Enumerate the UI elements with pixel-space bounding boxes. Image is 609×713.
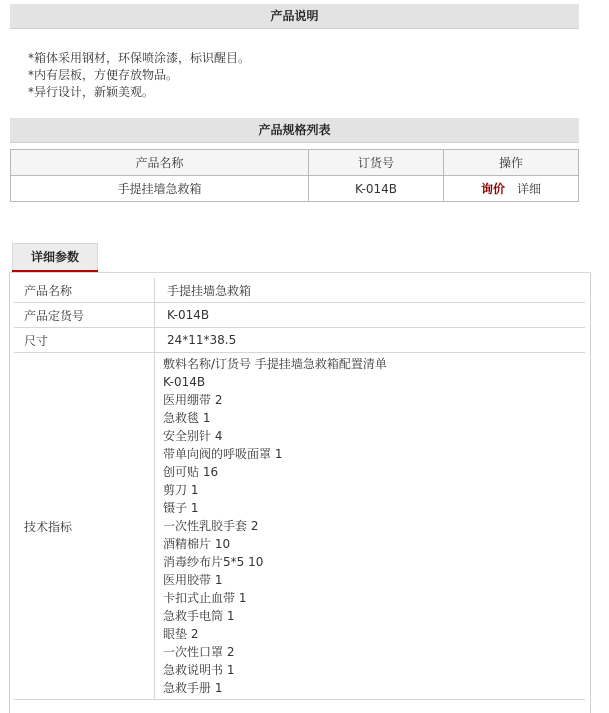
spec-table <box>10 149 579 202</box>
column-header-action: 操作 <box>444 150 579 176</box>
action-cell <box>444 176 579 202</box>
param-value: 手提挂墙急救箱 <box>155 278 586 303</box>
list-item: 镊子 1 <box>163 501 199 515</box>
param-value: 24*11*38.5 <box>155 328 586 353</box>
description-line: *内有层板，方便存放物品。 <box>28 68 179 82</box>
list-item: 急救手册 1 <box>163 681 223 695</box>
column-header-name: 产品名称 <box>11 150 309 176</box>
description-line: *箱体采用钢材，环保喷涂漆，标识醒目。 <box>28 51 251 65</box>
list-item: 急救手电筒 1 <box>163 609 235 623</box>
spec-list-header: 产品规格列表 <box>10 118 579 143</box>
table-row <box>11 176 579 202</box>
list-item: 眼垫 2 <box>163 627 199 641</box>
list-item: 医用绷带 2 <box>163 393 223 407</box>
param-label: 技术指标 <box>14 353 155 700</box>
list-item: 一次性口罩 2 <box>163 645 235 659</box>
list-item: 一次性乳胶手套 2 <box>163 519 259 533</box>
param-label: 尺寸 <box>14 328 155 353</box>
tab-detail-params[interactable]: 详细参数 <box>12 243 98 271</box>
list-item: K-014B <box>163 375 206 389</box>
param-row-order-no <box>14 303 585 328</box>
param-label: 产品定货号 <box>14 303 155 328</box>
product-name-cell: 手提挂墙急救箱 <box>11 176 309 202</box>
param-row-tech-spec <box>14 353 585 700</box>
list-item: 急救说明书 1 <box>163 663 235 677</box>
list-item: 剪刀 1 <box>163 483 199 497</box>
product-description <box>28 50 250 101</box>
list-item: 创可贴 16 <box>163 465 219 479</box>
list-item: 安全别针 4 <box>163 429 223 443</box>
list-item: 带单向阀的呼吸面罩 1 <box>163 447 283 461</box>
param-row-size <box>14 328 585 353</box>
column-header-order-no: 订货号 <box>309 150 444 176</box>
description-line: *异行设计，新颖美观。 <box>28 85 155 99</box>
inquire-link[interactable]: 询价 <box>480 182 505 196</box>
list-item: 急救毯 1 <box>163 411 211 425</box>
tech-spec-list <box>155 353 586 700</box>
product-description-header: 产品说明 <box>10 4 579 29</box>
detail-link[interactable]: 详细 <box>517 182 542 196</box>
params-table <box>14 278 585 700</box>
list-item: 卡扣式止血带 1 <box>163 591 247 605</box>
list-item: 消毒纱布片5*5 10 <box>163 555 264 569</box>
param-row-name <box>14 278 585 303</box>
table-header-row <box>11 150 579 176</box>
list-item: 酒精棉片 10 <box>163 537 231 551</box>
list-item: 敷料名称/订货号 手提挂墙急救箱配置清单 <box>163 357 387 371</box>
list-item: 医用胶带 1 <box>163 573 223 587</box>
param-label: 产品名称 <box>14 278 155 303</box>
param-value: K-014B <box>155 303 586 328</box>
order-no-cell: K-014B <box>309 176 444 202</box>
